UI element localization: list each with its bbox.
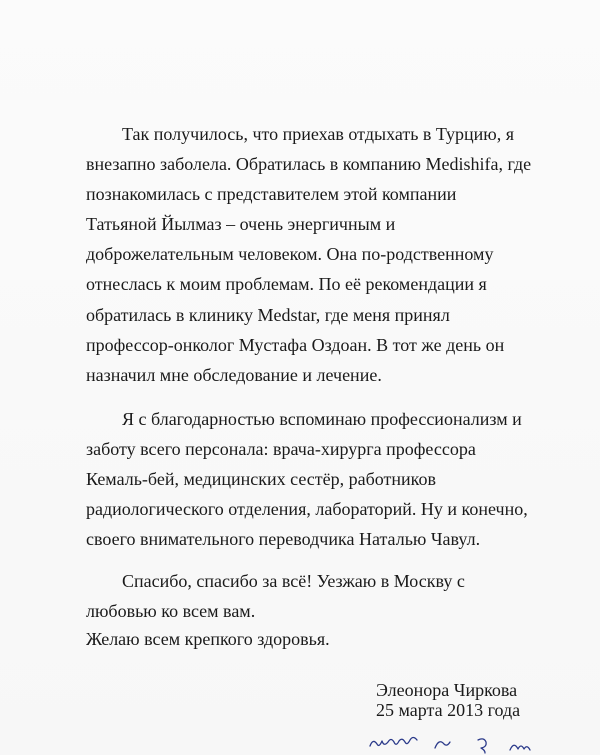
paragraph-2 [86,404,566,554]
text-line: профессор-онколог Мустафа Оздоан. В тот же день он [86,334,505,355]
text-line: познакомилась с представителем этой компании [86,184,457,205]
text-line: Спасибо, спасибо за всё! Уезжаю в Москву с [122,571,465,591]
text-line: доброжелательным человеком. Она по-родственному [86,244,494,265]
text-line: внезапно заболела. Обратилась в компанию Medishifa, где [86,154,532,175]
text-line: заботу всего персонала: врача-хирурга профессора [86,439,476,460]
text-line: Я с благодарностью вспоминаю профессионализм и [122,409,522,429]
text-line: обратилась в клинику Medstar, где меня принял [86,304,450,325]
handwritten-signature [360,732,580,755]
text-line: отнеслась к моим проблемам. По её рекомендации я [86,274,487,295]
text-line: Так получилось, что приехав отдыхать в Турцию, я [122,124,515,144]
text-line: Кемаль-бей, медицинских сестёр, работников [86,469,437,490]
signature-block [376,680,520,720]
paragraph-1 [86,119,566,390]
paragraph-3 [86,566,566,626]
signature-date: 25 марта 2013 года [376,700,521,720]
signature-name: Элеонора Чиркова [376,680,518,700]
text-line: своего внимательного переводчика Наталью Чавул. [86,529,481,550]
signature-scribble-icon [360,732,580,755]
text-line: Татьяной Йылмаз – очень энергичным и [86,214,396,235]
text-line: радиологического отделения, лабораторий. Ну и конечно, [86,499,528,520]
text-line: любовью ко всем вам. [86,601,256,622]
text-line: назначил мне обследование и лечение. [86,364,382,385]
closing-wish: Желаю всем крепкого здоровья. [86,629,330,649]
